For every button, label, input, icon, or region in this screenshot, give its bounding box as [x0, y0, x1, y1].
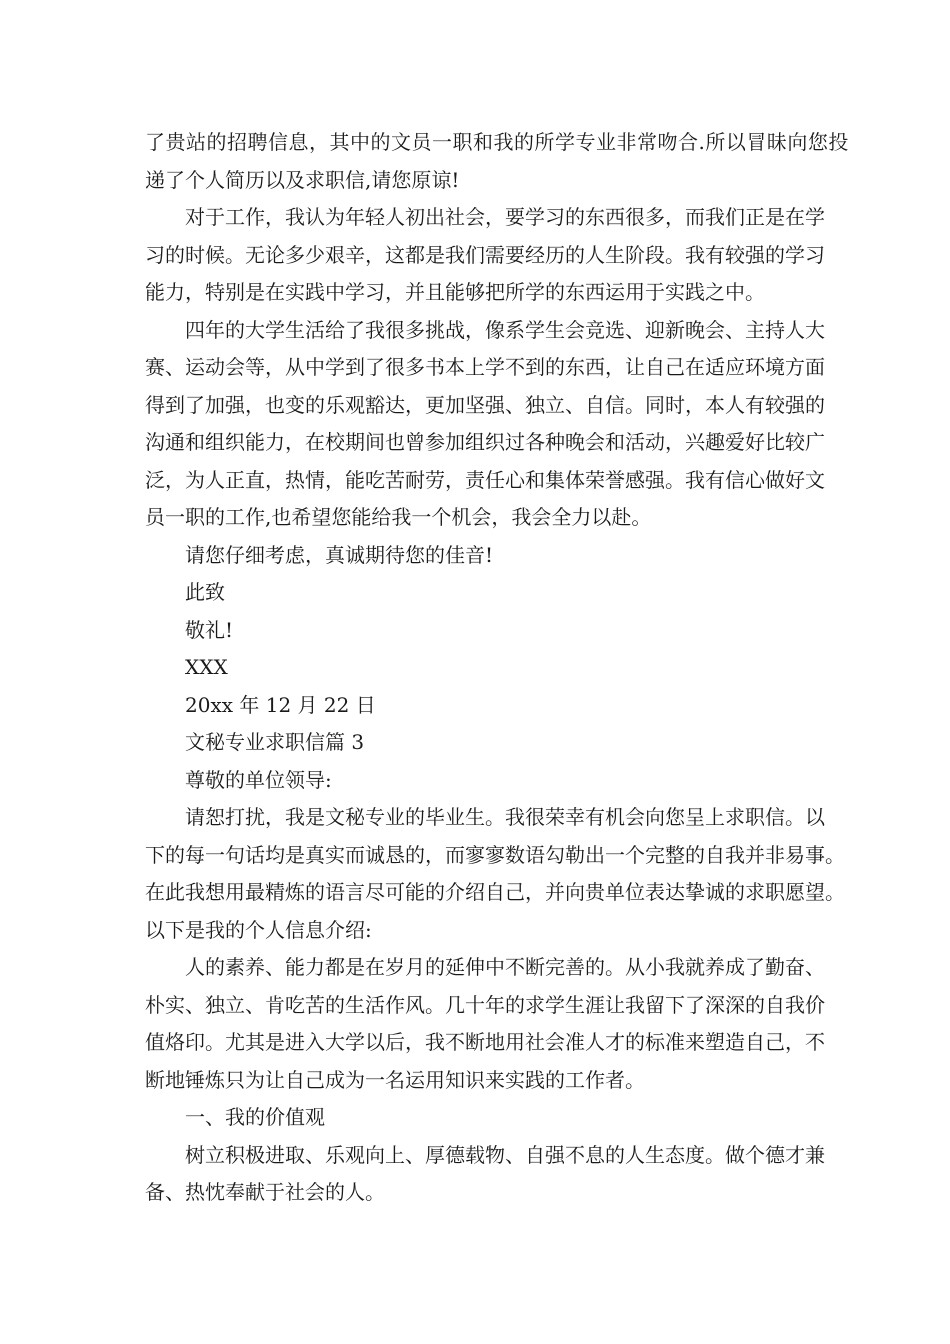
paragraph-line: 得到了加强，也变的乐观豁达，更加坚强、独立、自信。同时，本人有较强的 — [145, 392, 825, 417]
paragraph-line: 泛，为人正直，热情，能吃苦耐劳，责任心和集体荣誉感强。我有信心做好文 — [145, 467, 825, 492]
paragraph-line: 了贵站的招聘信息，其中的文员一职和我的所学专业非常吻合.所以冒昧向您投 — [145, 130, 849, 154]
signature-name: XXX — [185, 655, 228, 679]
paragraph-line: 树立积极进取、乐观向上、厚德载物、自强不息的人生态度。做个德才兼 — [185, 1142, 825, 1167]
salutation-line: 敬礼! — [185, 617, 234, 642]
paragraph-line: 习的时候。无论多少艰辛，这都是我们需要经历的人生阶段。我有较强的学习 — [145, 242, 825, 267]
paragraph-line: 朴实、独立、肯吃苦的生活作风。几十年的求学生涯让我留下了深深的自我价 — [145, 992, 825, 1017]
subsection-heading: 一、我的价值观 — [185, 1105, 325, 1129]
paragraph-line: 在此我想用最精炼的语言尽可能的介绍自己，并向贵单位表达挚诚的求职愿望。 — [145, 880, 845, 904]
paragraph-line: 沟通和组织能力，在校期间也曾参加组织过各种晚会和活动，兴趣爱好比较广 — [145, 430, 825, 454]
paragraph-line: 能力，特别是在实践中学习，并且能够把所学的东西运用于实践之中。 — [145, 280, 765, 304]
signature-date: 20xx 年 12 月 22 日 — [185, 692, 376, 717]
paragraph-line: 递了个人简历以及求职信,请您原谅! — [145, 167, 460, 192]
paragraph-line: 人的素养、能力都是在岁月的延伸中不断完善的。从小我就养成了勤奋、 — [185, 955, 825, 979]
salutation-line: 此致 — [185, 580, 225, 604]
paragraph-line: 断地锤炼只为让自己成为一名运用知识来实践的工作者。 — [145, 1067, 645, 1092]
paragraph-line: 值烙印。尤其是进入大学以后，我不断地用社会准人才的标准来塑造自己，不 — [145, 1030, 825, 1054]
paragraph-line: 以下是我的个人信息介绍: — [145, 917, 372, 942]
document-body — [145, 124, 849, 1212]
paragraph-line: 备、热忱奉献于社会的人。 — [145, 1180, 385, 1204]
paragraph-line: 四年的大学生活给了我很多挑战，像系学生会竞选、迎新晚会、主持人大 — [185, 317, 825, 342]
paragraph-line: 对于工作，我认为年轻人初出社会，要学习的东西很多，而我们正是在学 — [185, 205, 825, 229]
paragraph-line: 请恕打扰，我是文秘专业的毕业生。我很荣幸有机会向您呈上求职信。以 — [185, 805, 825, 829]
paragraph-line: 赛、运动会等，从中学到了很多书本上学不到的东西，让自己在适应环境方面 — [145, 355, 825, 379]
paragraph-line: 下的每一句话均是真实而诚恳的，而寥寥数语勾勒出一个完整的自我并非易事。 — [145, 842, 845, 867]
paragraph-line: 员一职的工作,也希望您能给我一个机会，我会全力以赴。 — [145, 505, 652, 529]
greeting-line: 尊敬的单位领导: — [185, 767, 332, 792]
closing-line: 请您仔细考虑，真诚期待您的佳音! — [185, 542, 494, 567]
section-title: 文秘专业求职信篇 3 — [185, 730, 365, 754]
